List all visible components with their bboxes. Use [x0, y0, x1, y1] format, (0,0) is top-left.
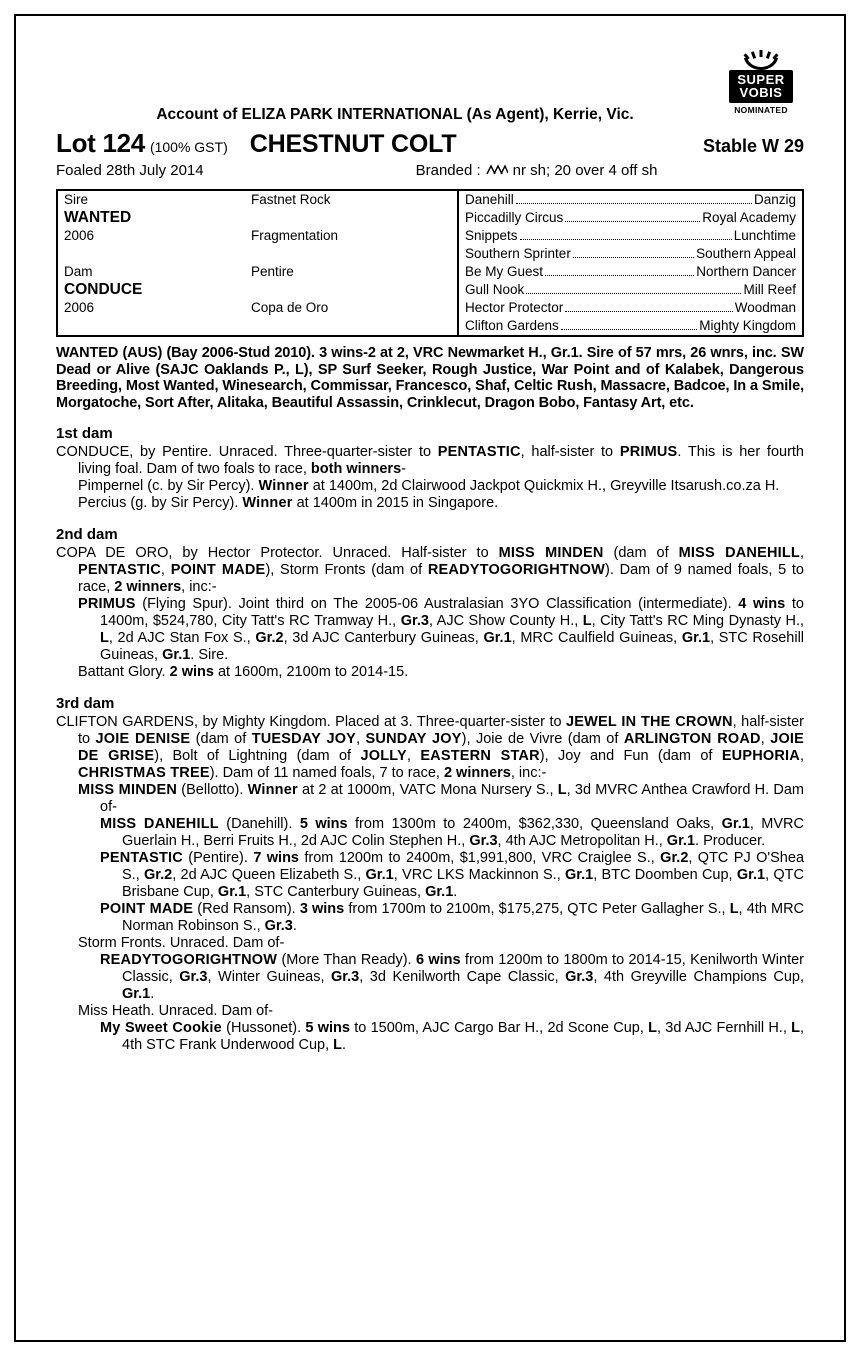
pedigree-cell-generation1: 2006 [64, 300, 95, 315]
pedigree-paragraph: POINT MADE (Red Ransom). 3 wins from 1700m to 2100m, $175,275, QTC Peter Gallagher S., L, 4th MRC Norman Robinson S., Gr.3. [100, 901, 805, 934]
pedigree-row [57, 317, 803, 336]
brand-symbol-icon [486, 162, 508, 179]
gst-note: (100% GST) [149, 139, 228, 155]
pedigree-cell-generation2 [245, 245, 458, 263]
stable-number: Stable W 29 [702, 136, 804, 156]
pedigree-cell-generation1: WANTED [64, 209, 132, 226]
pedigree-row [57, 227, 803, 245]
pedigree-cell-generation1: Dam [64, 264, 93, 279]
pedigree-paragraph: READYTOGORIGHTNOW (More Than Ready). 6 wins from 1200m to 1800m to 2014-15, Kenilworth Winter Classic, Gr.3, Winter Guineas, Gr.3, 3d Kenilworth Cape Classic, Gr.3, 4th Greyville Champions Cup, Gr.1. [100, 952, 805, 1002]
pedigree-row [57, 263, 803, 281]
account-line: Account of ELIZA PARK INTERNATIONAL (As Agent), Kerrie, Vic. [156, 106, 634, 123]
pedigree-cell-generation1 [57, 317, 245, 336]
pedigree-cell-generation1: Sire [64, 192, 89, 207]
pedigree-paragraph: Battant Glory. 2 wins at 1600m, 2100m to 2014-15. [78, 664, 409, 680]
pedigree-paragraph: COPA DE ORO, by Hector Protector. Unraced. Half-sister to MISS MINDEN (dam of MISS DANEHILL, PENTASTIC, POINT MADE), Storm Fronts (dam of READYTOGORIGHTNOW). Dam of 9 named foals, 5 to race, 2 winners, inc:- [56, 545, 805, 595]
pedigree-cell-generation3: Clifton Gardens Mighty Kingdom [465, 318, 796, 333]
pedigree-table [56, 189, 804, 337]
logo-super-text: SUPER [737, 72, 785, 87]
pedigree-paragraph: PRIMUS (Flying Spur). Joint third on The 2005-06 Australasian 3YO Classification (intermediate). 4 wins to 1400m, $524,780, City Tatt's RC Tramway H., Gr.3, AJC Show County H., L, City Tatt's RC Ming Dynasty H., L, 2d AJC Stan Fox S., Gr.2, 3d AJC Canterbury Guineas, Gr.1, MRC Caulfield Guineas, Gr.1, STC Rosehill Guineas, Gr.1. Sire. [78, 596, 805, 663]
branded-label: Branded : [415, 162, 481, 179]
pedigree-row [57, 190, 803, 209]
pedigree-cell-generation2: Fastnet Rock [245, 190, 458, 209]
pedigree-cell-generation3: Be My Guest Northern Dancer [465, 264, 796, 279]
pedigree-paragraph: Storm Fronts. Unraced. Dam of- [78, 935, 285, 951]
dam-blocks [56, 425, 804, 1054]
dam-heading: 2nd dam [56, 526, 118, 543]
pedigree-cell-generation3: Danehill Danzig [465, 192, 796, 207]
dam-heading: 3rd dam [56, 695, 115, 712]
pedigree-row [57, 245, 803, 263]
pedigree-cell-generation3: Southern Sprinter Southern Appeal [465, 246, 796, 261]
pedigree-paragraph: CLIFTON GARDENS, by Mighty Kingdom. Placed at 3. Three-quarter-sister to JEWEL IN THE CROWN, half-sister to JOIE DENISE (dam of TUESDAY JOY, SUNDAY JOY), Joie de Vivre (dam of ARLINGTON ROAD, JOIE DE GRISE), Bolt of Lightning (dam of JOLLY, EASTERN STAR), Joy and Fun (dam of EUPHORIA, CHRISTMAS TREE). Dam of 11 named foals, 7 to race, 2 winners, inc:- [56, 714, 805, 781]
lot-number: Lot 124 [56, 128, 145, 158]
pedigree-cell-generation1: CONDUCE [64, 281, 143, 298]
pedigree-paragraph: CONDUCE, by Pentire. Unraced. Three-quarter-sister to PENTASTIC, half-sister to PRIMUS. This is her fourth living foal. Dam of two foals to race, both winners- [56, 444, 804, 477]
branded-group [416, 162, 658, 179]
pedigree-paragraph: MISS MINDEN (Bellotto). Winner at 2 at 1000m, VATC Mona Nursery S., L, 3d MVRC Anthea Crawford H. Dam of- [78, 782, 804, 815]
pedigree-cell-generation2 [245, 209, 458, 227]
dam-heading: 1st dam [56, 425, 113, 442]
pedigree-row [57, 299, 803, 317]
logo-text-box [729, 70, 793, 103]
super-vobis-logo [720, 50, 802, 116]
pedigree-paragraph: My Sweet Cookie (Hussonet). 5 wins to 1500m, AJC Cargo Bar H., 2d Scone Cup, L, 3d AJC Fernhill H., L, 4th STC Frank Underwood Cup, L. [100, 1020, 805, 1053]
pedigree-paragraph: Percius (g. by Sir Percy). Winner at 1400m in 2015 in Singapore. [78, 495, 499, 511]
pedigree-cell-generation3: Snippets Lunchtime [465, 228, 796, 243]
pedigree-cell-generation2: Fragmentation [245, 227, 458, 245]
pedigree-paragraph: Miss Heath. Unraced. Dam of- [78, 1003, 274, 1019]
pedigree-cell-generation2 [245, 317, 458, 336]
pedigree-paragraph: Pimpernel (c. by Sir Percy). Winner at 1400m, 2d Clairwood Jackpot Quickmix H., Greyville Itsarush.co.za H. [78, 478, 780, 494]
pedigree-row [57, 281, 803, 299]
pedigree-row [57, 209, 803, 227]
pedigree-cell-generation2: Pentire [245, 263, 458, 281]
pedigree-cell-generation2 [245, 281, 458, 299]
logo-vobis-text: VOBIS [739, 85, 783, 100]
pedigree-cell-generation1: 2006 [64, 228, 95, 243]
logo-nominated-text: NOMINATED [734, 105, 788, 115]
branded-value: nr sh; 20 over 4 off sh [512, 162, 658, 179]
sunburst-icon [738, 50, 784, 70]
pedigree-cell-generation3: Piccadilly Circus Royal Academy [465, 210, 796, 225]
foaled-branded-line [56, 162, 804, 179]
pedigree-paragraph: PENTASTIC (Pentire). 7 wins from 1200m to 2400m, $1,991,800, VRC Craiglee S., Gr.2, QTC PJ O'Shea S., Gr.2, 2d AJC Queen Elizabeth S., Gr.1, VRC LKS Mackinnon S., Gr.1, BTC Doomben Cup, Gr.1, QTC Brisbane Cup, Gr.1, STC Canterbury Guineas, Gr.1. [100, 850, 805, 900]
pedigree-cell-generation3: Gull Nook Mill Reef [465, 282, 796, 297]
sire-summary: WANTED (AUS) (Bay 2006-Stud 2010). 3 wins-2 at 2, VRC Newmarket H., Gr.1. Sire of 57 mrs, 26 wnrs, inc. SW Dead or Alive (SAJC Oaklands P., L), SP Surf Seeker, Rough Justice, War Point and of Kalabek, Dangerous Breeding, Most Wanted, Winesearch, Commissar, Francesco, Shaf, Celtic Rush, Massacre, Badcoe, In a Smile, Morgatoche, Sort After, Alitaka, Beautiful Assassin, Crinklecut, Dragon Bobo, Fantasy Art, etc. [56, 345, 804, 411]
pedigree-cell-generation3: Hector Protector Woodman [465, 300, 796, 315]
lot-line [56, 128, 804, 159]
pedigree-body [57, 190, 803, 336]
pedigree-cell-generation2: Copa de Oro [245, 299, 458, 317]
colour-sex: CHESTNUT COLT [249, 130, 457, 158]
foaled-date: Foaled 28th July 2014 [56, 162, 204, 179]
pedigree-paragraph: MISS DANEHILL (Danehill). 5 wins from 1300m to 2400m, $362,330, Queensland Oaks, Gr.1, MVRC Guerlain H., Berri Fruits H., 2d AJC Colin Stephen H., Gr.3, 4th AJC Metropolitan H., Gr.1. Producer. [100, 816, 804, 849]
pedigree-cell-generation1 [57, 245, 245, 263]
